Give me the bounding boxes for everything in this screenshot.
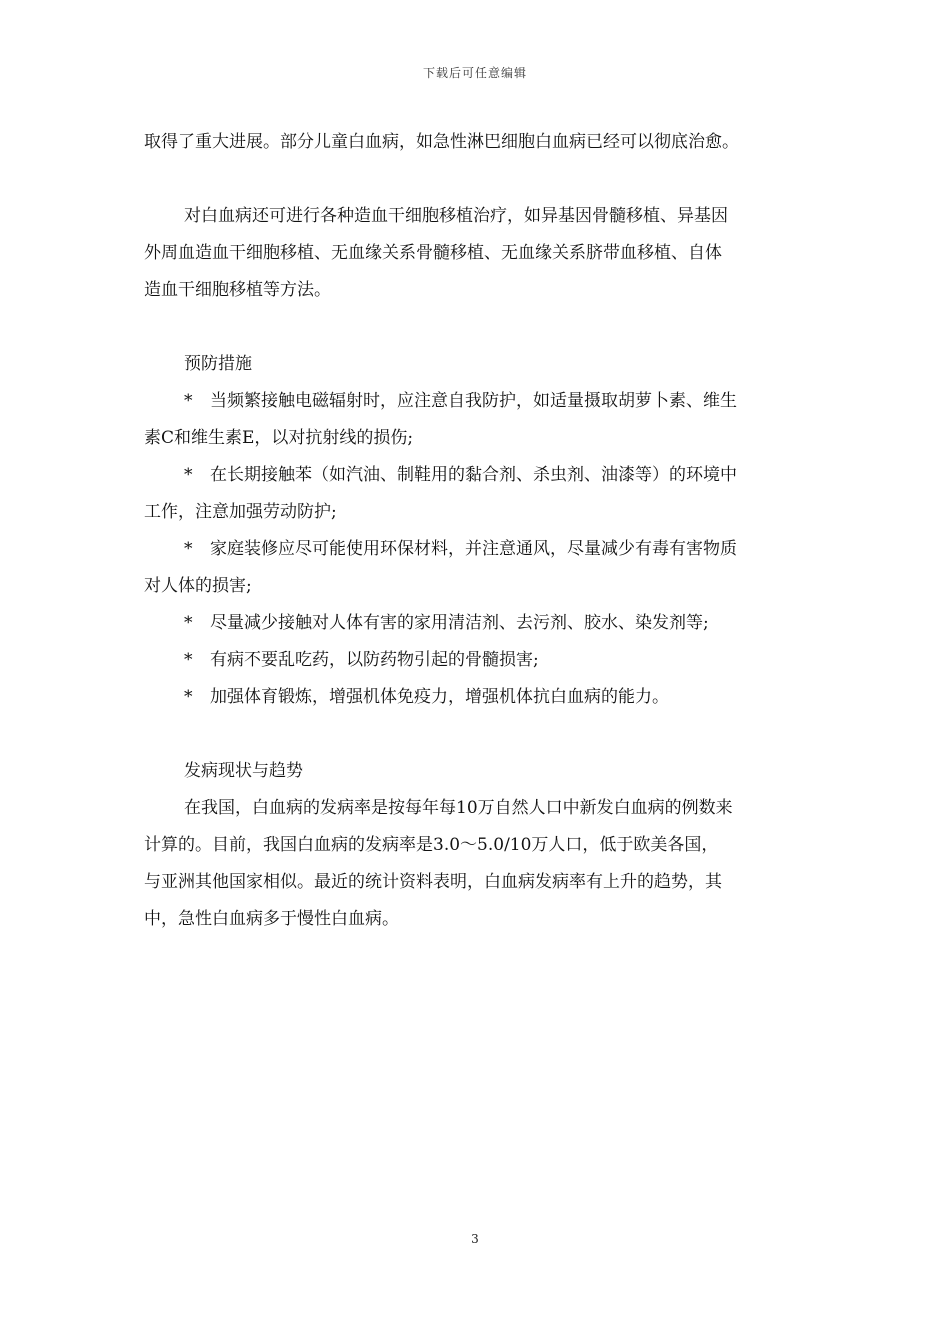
- paragraph-transplant-line-3: 造血干细胞移植等方法。: [144, 280, 331, 300]
- bullet-item-benzene: [144, 457, 814, 494]
- paragraph-status-line-4: 中，急性白血病多于慢性白血病。: [144, 909, 399, 929]
- bullet-item-radiation-cont: 素C和维生素E，以对抗射线的损伤;: [144, 428, 414, 448]
- bullet-star-icon: *: [184, 539, 193, 559]
- bullet-text: 当频繁接触电磁辐射时，应注意自我防护，如适量摄取胡萝卜素、维生: [210, 391, 737, 411]
- paragraph-gap: [144, 716, 814, 753]
- paragraph-gap: [144, 309, 814, 346]
- bullet-item-exercise: [144, 679, 814, 716]
- paragraph-transplant-line-1: 对白血病还可进行各种造血干细胞移植治疗，如异基因骨髓移植、异基因: [184, 206, 728, 226]
- paragraph-progress: 取得了重大进展。部分儿童白血病，如急性淋巴细胞白血病已经可以彻底治愈。: [144, 132, 739, 152]
- section-title-prevention: 预防措施: [184, 354, 252, 374]
- bullet-item-medicine: [144, 642, 814, 679]
- page-number: 3: [471, 1232, 479, 1246]
- bullet-item-renovation: [144, 531, 814, 568]
- paragraph-status-line-2: 计算的。目前，我国白血病的发病率是3.0～5.0/10万人口，低于欧美各国，: [144, 835, 719, 855]
- bullet-text: 尽量减少接触对人体有害的家用清洁剂、去污剂、胶水、染发剂等;: [210, 613, 709, 633]
- bullet-star-icon: *: [184, 650, 193, 670]
- document-body: [144, 124, 814, 938]
- page-header: 下载后可任意编辑: [422, 66, 527, 80]
- bullet-star-icon: *: [184, 391, 193, 411]
- bullet-item-cleaners: [144, 605, 814, 642]
- bullet-text: 家庭装修应尽可能使用环保材料，并注意通风，尽量减少有毒有害物质: [210, 539, 737, 559]
- bullet-star-icon: *: [184, 687, 193, 707]
- bullet-text: 有病不要乱吃药，以防药物引起的骨髓损害;: [210, 650, 539, 670]
- bullet-item-radiation: [144, 383, 814, 420]
- bullet-item-renovation-cont: 对人体的损害;: [144, 576, 252, 596]
- bullet-star-icon: *: [184, 465, 193, 485]
- paragraph-transplant-line-2: 外周血造血干细胞移植、无血缘关系骨髓移植、无血缘关系脐带血移植、自体: [144, 243, 722, 263]
- bullet-item-benzene-cont: 工作，注意加强劳动防护;: [144, 502, 337, 522]
- paragraph-status-line-3: 与亚洲其他国家相似。最近的统计资料表明，白血病发病率有上升的趋势，其: [144, 872, 722, 892]
- paragraph-gap: [144, 161, 814, 198]
- section-title-status: 发病现状与趋势: [184, 761, 303, 781]
- paragraph-status-line-1: 在我国，白血病的发病率是按每年每10万自然人口中新发白血病的例数来: [184, 798, 733, 818]
- bullet-star-icon: *: [184, 613, 193, 633]
- bullet-text: 加强体育锻炼，增强机体免疫力，增强机体抗白血病的能力。: [210, 687, 669, 707]
- bullet-text: 在长期接触苯（如汽油、制鞋用的黏合剂、杀虫剂、油漆等）的环境中: [210, 465, 737, 485]
